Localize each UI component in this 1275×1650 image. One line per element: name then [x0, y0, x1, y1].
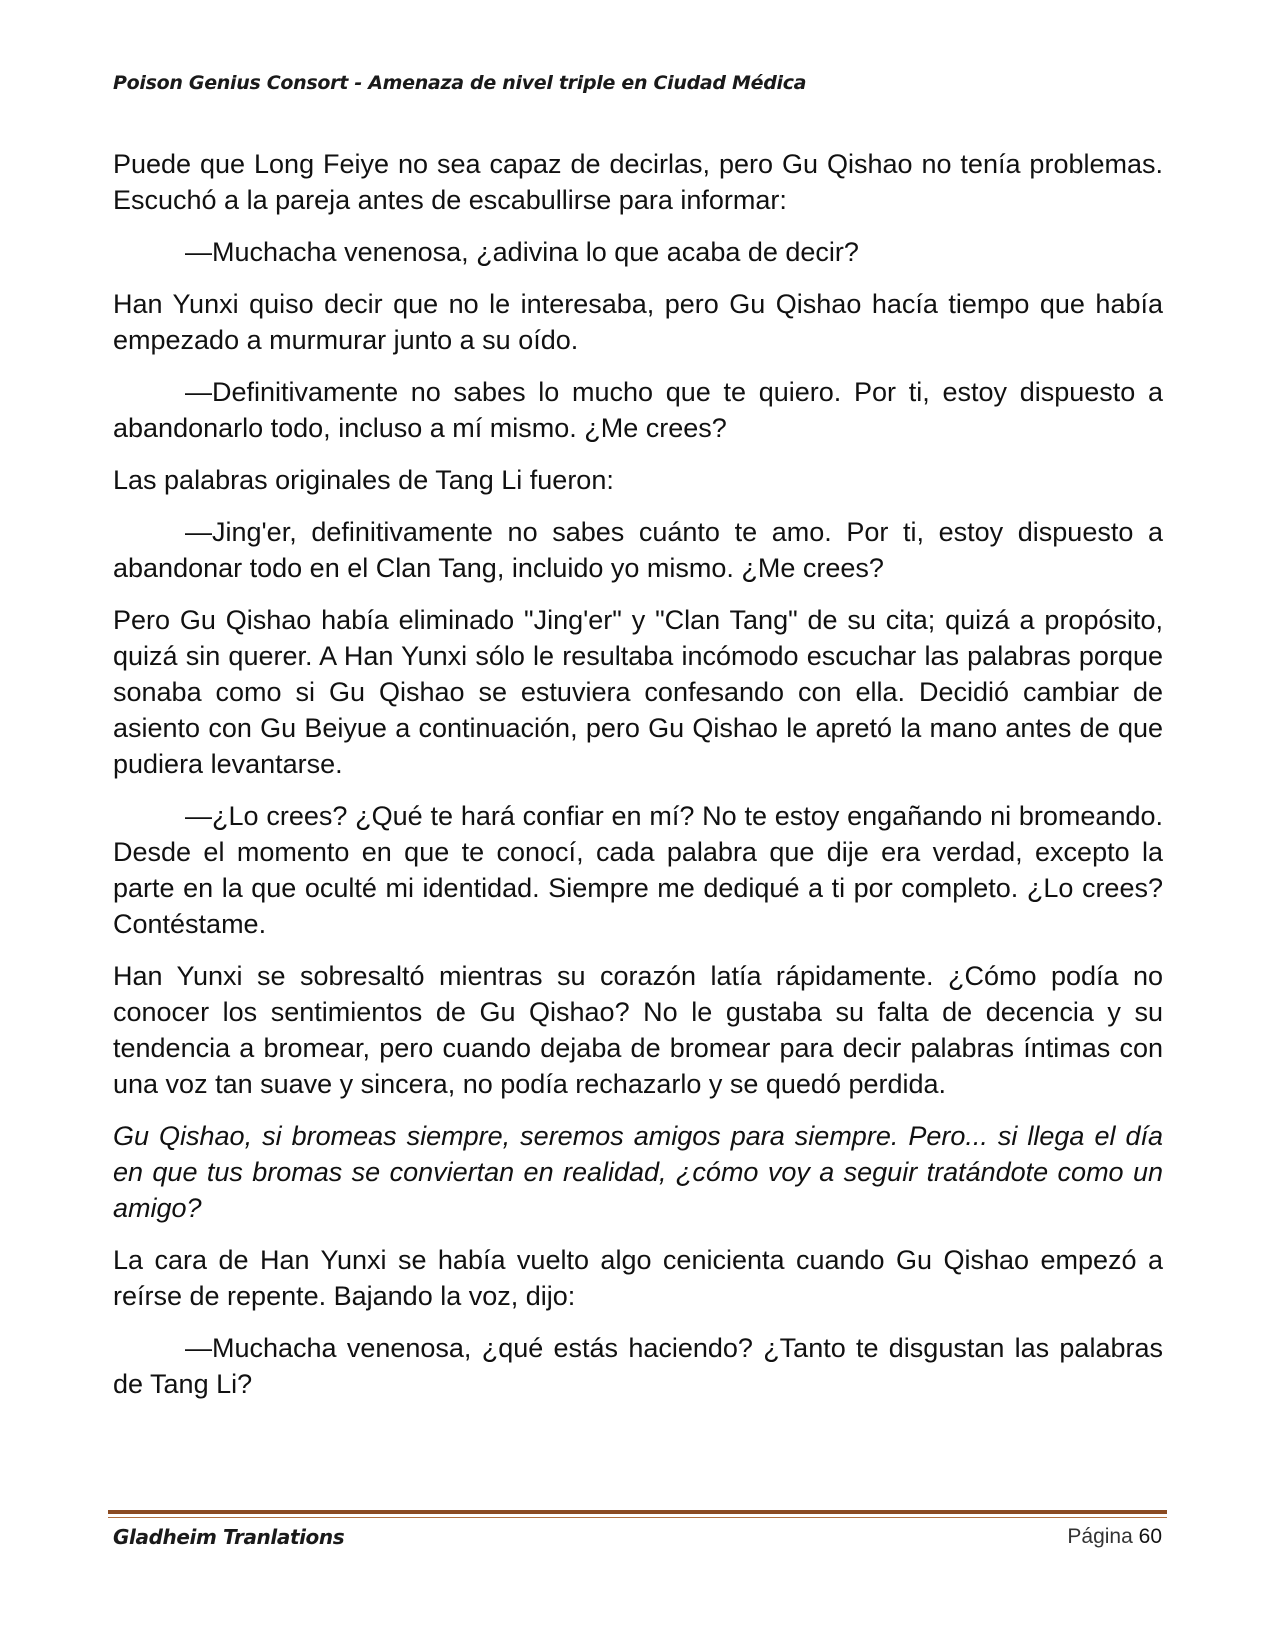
body-text — [113, 146, 1163, 1418]
paragraph: Han Yunxi se sobresaltó mientras su corazón latía rápidamente. ¿Cómo podía no conocer los sentimientos de Gu Qishao? No le gustaba su falta de decencia y su tendencia a bromear, pero cuando dejaba de bromear para decir palabras íntimas con una voz tan suave y sincera, no podía rechazarlo y se quedó perdida. — [113, 961, 1163, 1099]
dialogue-paragraph: —Jing'er, definitivamente no sabes cuánto te amo. Por ti, estoy dispuesto a abandonar todo en el Clan Tang, incluido yo mismo. ¿Me crees? — [113, 517, 1163, 583]
dialogue-paragraph: —¿Lo crees? ¿Qué te hará confiar en mí? No te estoy engañando ni bromeando. Desde el momento en que te conocí, cada palabra que dije era verdad, excepto la parte en la que oculté mi identidad. Siempre me dediqué a ti por completo. ¿Lo crees? Contéstame. — [113, 801, 1163, 939]
footer-divider — [108, 1510, 1167, 1514]
paragraph: Han Yunxi quiso decir que no le interesaba, pero Gu Qishao hacía tiempo que había empezado a murmurar junto a su oído. — [113, 289, 1163, 355]
inner-thought-paragraph: Gu Qishao, si bromeas siempre, seremos amigos para siempre. Pero... si llega el día en que tus bromas se conviertan en realidad, ¿cómo voy a seguir tratándote como un amigo? — [113, 1121, 1163, 1223]
page-number: 60 — [1138, 1525, 1162, 1548]
dialogue-paragraph: —Muchacha venenosa, ¿adivina lo que acaba de decir? — [185, 237, 859, 267]
footer-page-number — [1067, 1525, 1162, 1549]
paragraph: Las palabras originales de Tang Li fueron: — [113, 465, 614, 495]
paragraph: Pero Gu Qishao había eliminado "Jing'er" y "Clan Tang" de su cita; quizá a propósito, quizá sin querer. A Han Yunxi sólo le resultaba incómodo escuchar las palabras porque sonaba como si Gu Qishao se estuviera confesando con ella. Decidió cambiar de asiento con Gu Beiyue a continuación, pero Gu Qishao le apretó la mano antes de que pudiera levantarse. — [113, 605, 1163, 779]
running-header: Poison Genius Consort - Amenaza de nivel triple en Ciudad Médica — [113, 72, 807, 94]
footer-publisher: Gladheim Tranlations — [113, 1525, 345, 1549]
dialogue-paragraph: —Muchacha venenosa, ¿qué estás haciendo? ¿Tanto te disgustan las palabras de Tang Li? — [113, 1333, 1163, 1399]
page-label: Página — [1067, 1525, 1133, 1548]
dialogue-paragraph: —Definitivamente no sabes lo mucho que te quiero. Por ti, estoy dispuesto a abandonarlo todo, incluso a mí mismo. ¿Me crees? — [113, 377, 1163, 443]
paragraph: Puede que Long Feiye no sea capaz de decirlas, pero Gu Qishao no tenía problemas. Escuchó a la pareja antes de escabullirse para informar: — [113, 149, 1163, 215]
paragraph: La cara de Han Yunxi se había vuelto algo cenicienta cuando Gu Qishao empezó a reírse de repente. Bajando la voz, dijo: — [113, 1245, 1163, 1311]
footer-divider-thin — [108, 1517, 1167, 1518]
